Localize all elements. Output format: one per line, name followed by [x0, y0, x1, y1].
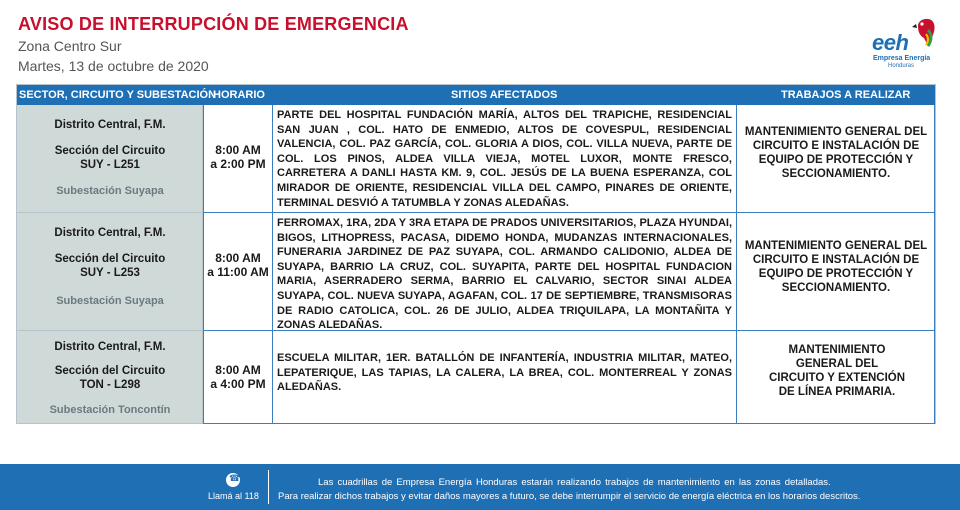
- substation-label: Subestación Suyapa: [56, 185, 164, 197]
- footer-divider: [268, 470, 269, 504]
- sector-cell: [17, 105, 203, 213]
- date-label: Martes, 13 de octubre de 2020: [18, 58, 209, 74]
- circuit-code: SUY - L251: [80, 159, 140, 171]
- zone-label: Zona Centro Sur: [18, 38, 122, 54]
- table-header: [17, 85, 935, 105]
- sector-cell: [17, 213, 203, 331]
- time-end: a 4:00 PM: [210, 377, 266, 391]
- district-label: Distrito Central, F.M.: [54, 227, 166, 239]
- time-cell: [203, 331, 273, 424]
- call-number: Llamá al 118: [208, 491, 259, 501]
- macaw-icon: [912, 16, 938, 50]
- district-label: Distrito Central, F.M.: [54, 341, 166, 353]
- header-sector: SECTOR, CIRCUITO Y SUBESTACIÓN: [19, 89, 217, 101]
- eeh-logo: [868, 14, 940, 70]
- time-start: 8:00 AM: [215, 363, 261, 377]
- work-cell: [737, 331, 935, 424]
- header-trabajos: TRABAJOS A REALIZAR: [781, 89, 911, 101]
- circuit-section-label: Sección del Circuito: [54, 145, 166, 157]
- logo-country: Honduras: [888, 63, 915, 69]
- logo-company: Empresa Energía: [873, 55, 931, 62]
- table-row: [17, 105, 935, 213]
- work-text: MANTENIMIENTO GENERAL DEL CIRCUITO E INSTALACIÓN DE EQUIPO DE PROTECCIÓN Y SECCIONAMIENTO.: [744, 126, 928, 180]
- sector-cell: [17, 331, 203, 424]
- district-label: Distrito Central, F.M.: [54, 119, 166, 131]
- footer-notice-line-1: Las cuadrillas de Empresa Energía Honduras estarán realizando trabajos de mantenimiento en las zonas detalladas.: [318, 477, 831, 488]
- work-cell: [737, 105, 935, 213]
- outage-table: [16, 84, 936, 424]
- phone-icon: ☎: [226, 473, 240, 487]
- time-end: a 11:00 AM: [207, 265, 269, 279]
- circuit-code: SUY - L253: [80, 267, 140, 279]
- table-row: [17, 213, 935, 331]
- table-row: [17, 331, 935, 424]
- substation-label: Subestación Suyapa: [56, 295, 164, 307]
- logo-wordmark: eeh: [872, 30, 909, 55]
- footer-bar: [0, 464, 960, 510]
- circuit-section-label: Sección del Circuito: [54, 253, 166, 265]
- sites-cell: FERROMAX, 1RA, 2DA Y 3RA ETAPA DE PRADOS UNIVERSITARIOS, PLAZA HYUNDAI, BIGOS, LITHOPRESS, PACASA, DIDEMO HONDA, MUDANZAS INTERNACIONALES, FUNERARIA JARDINEZ DE PAZ SUYAPA, COL. ARMANDO CALIDONIO, ALDEA DE SUYAPA, BARRIO LA CRUZ, COL. SUYAPITA, PARTE DEL HOSPITAL FUNDACION MARIA, ASERRADERO SERMA, BARRIO EL CALVARIO, SECTOR SINAI ALDEA SUYAPA, COL. NUEVA SUYAPA, AGAFAN, COL. 17 DE SEPTIEMBRE, TRANSMISORAS DE RADIO CATOLICA, COL. 26 DE JULIO, ALDEA TRIQUILAPA, LA MONTAÑITA Y ZONAS ALEDAÑAS.: [273, 213, 737, 331]
- work-text: MANTENIMIENTO GENERAL DEL CIRCUITO Y EXTENCIÓN DE LÍNEA PRIMARIA.: [768, 344, 906, 398]
- sites-cell: ESCUELA MILITAR, 1ER. BATALLÓN DE INFANTERÍA, INDUSTRIA MILITAR, MATEO, LEPATERIQUE, LAS TAPIAS, LA CALERA, LA BREA, COL. MONTERREAL Y ZONAS ALEDAÑAS.: [273, 331, 737, 424]
- substation-label: Subestación Toncontín: [49, 404, 171, 416]
- header-horario: HORARIO: [213, 89, 265, 101]
- sites-cell: PARTE DEL HOSPITAL FUNDACIÓN MARÍA, ALTOS DEL TRAPICHE, RESIDENCIAL SAN JUAN , COL. HATO DE ENMEDIO, ALTOS DE COVESPUL, RESIDENCIAL VALENCIA, COL. PAZ GARCÍA, COL. GLORIA A DIOS, COL. VILLA NUEVA, PARTE DE COL. LOS PINOS, ALDEA VILLA VIEJA, MOTEL LUXOR, MONTE FRESCO, CARRETERA A DANLI HASTA KM. 9, COL. JESÚS DE LA BUENA ESPERANZA, COL MIRADOR DE ORIENTE, RESIDENCIAL VILLA DEL CAMPO, PINARES DE ORIENTE, TERMINAL DESVIÓ A TATUMBLA Y ZONAS ALEDAÑAS.: [273, 105, 737, 213]
- time-start: 8:00 AM: [215, 143, 261, 157]
- page-title: AVISO DE INTERRUPCIÓN DE EMERGENCIA: [18, 14, 409, 34]
- time-cell: [203, 105, 273, 213]
- footer-notice-line-2: Para realizar dichos trabajos y evitar daños mayores a futuro, se debe interrumpir el servicio de energía eléctrica en los horarios descritos.: [278, 491, 861, 502]
- work-text: MANTENIMIENTO GENERAL DEL CIRCUITO E INSTALACIÓN DE EQUIPO DE PROTECCIÓN Y SECCIONAMIENTO.: [744, 240, 928, 294]
- circuit-code: TON - L298: [79, 379, 141, 391]
- time-cell: [203, 213, 273, 331]
- work-cell: [737, 213, 935, 331]
- header-sitios: SITIOS AFECTADOS: [451, 89, 558, 101]
- circuit-section-label: Sección del Circuito: [54, 365, 166, 377]
- time-start: 8:00 AM: [215, 251, 261, 265]
- time-end: a 2:00 PM: [210, 157, 266, 171]
